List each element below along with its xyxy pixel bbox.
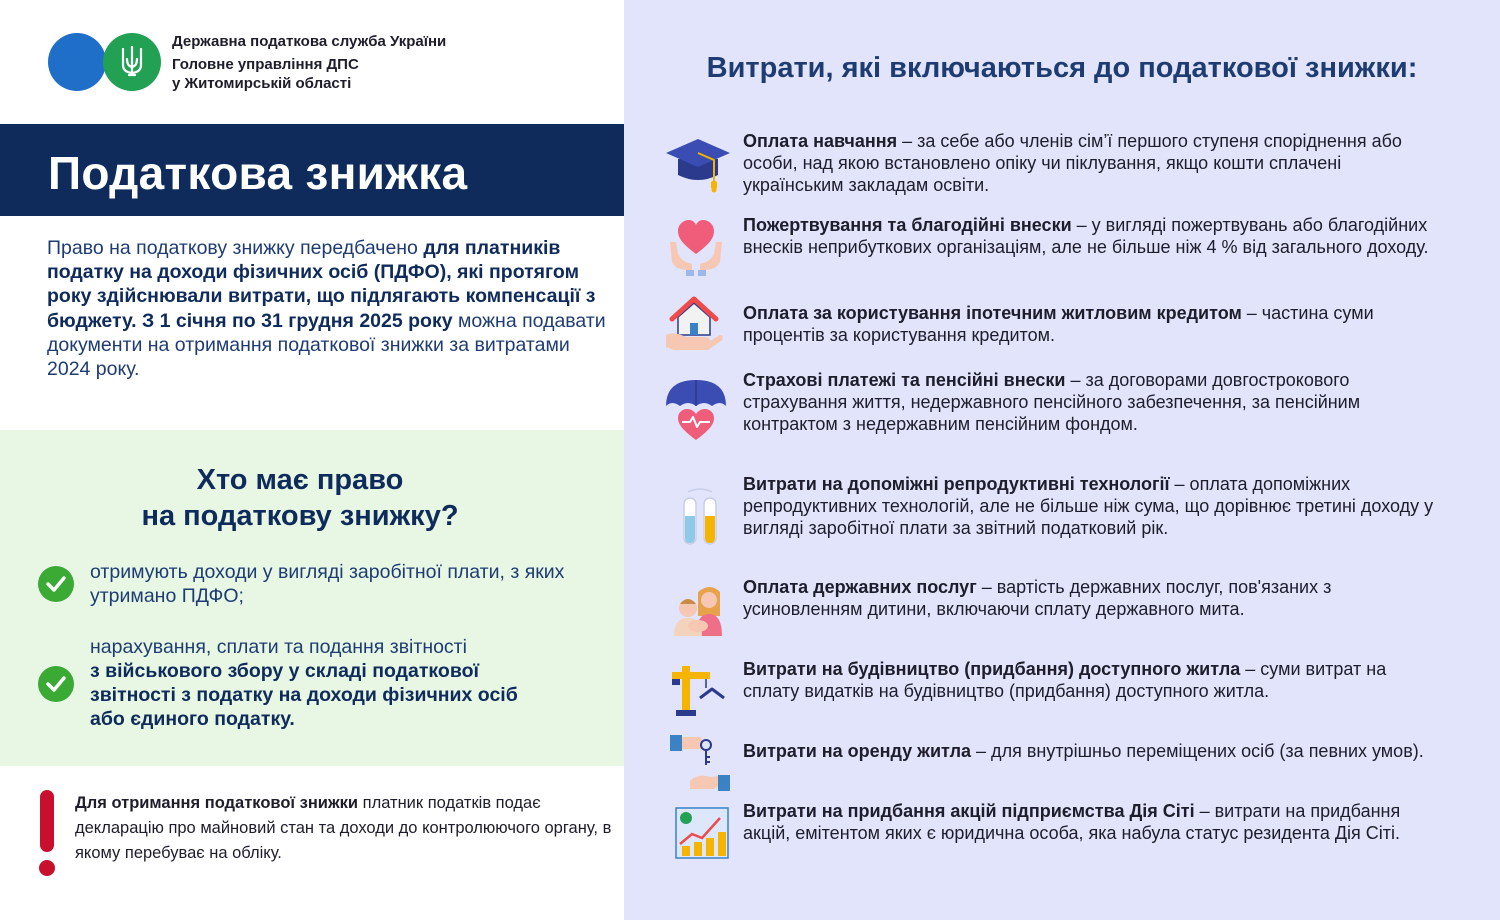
trident-icon <box>119 45 145 79</box>
title-banner <box>0 124 624 216</box>
expense-item <box>743 577 1443 621</box>
expense-item-title: Оплата навчання <box>743 131 898 151</box>
org-line-1: Державна податкова служба України <box>172 33 447 50</box>
check-icon <box>38 566 74 602</box>
expense-item-title: Оплата за користування іпотечним житловим кредитом <box>743 303 1242 323</box>
expense-item-title: Оплата державних послуг <box>743 577 977 597</box>
construction-crane-icon <box>670 662 728 718</box>
expense-item <box>743 801 1443 845</box>
test-tubes-icon <box>678 486 722 548</box>
graduation-cap-icon <box>664 133 732 195</box>
mother-child-icon <box>670 582 726 638</box>
expense-item <box>743 474 1443 539</box>
expense-item-title: Витрати на допоміжні репродуктивні технології <box>743 474 1170 494</box>
org-line-2: Головне управління ДПС <box>172 56 359 73</box>
organization-name <box>172 32 446 93</box>
logo-green-circle <box>103 33 161 91</box>
eligibility-item-2-bold: з військового збору у складі податкової звітності з податку на доходи фізичних осіб або єдиного податку. <box>90 660 518 730</box>
eligibility-title <box>0 462 600 534</box>
expense-item <box>743 131 1443 196</box>
eligibility-title-line-1: Хто має право <box>196 464 404 496</box>
expense-item-text: – вартість державних послуг, пов'язаних з усиновленням дитини, включаючи сплату державного мита. <box>743 577 1332 619</box>
eligibility-section <box>0 430 624 766</box>
expense-item-text: – для внутрішньо переміщених осіб (за певних умов). <box>971 741 1424 761</box>
intro-text-2: можна подавати документи на отримання податкової знижки за витратами 2024 року. <box>47 309 606 381</box>
growth-chart-coins-icon <box>674 804 730 860</box>
expenses-title: Витрати, які включаються до податкової знижки: <box>706 52 1418 84</box>
expense-item-text: – у вигляді пожертвувань або благодійних внесків неприбуткових організаціям, але не більше ніж 4 % від загального доходу. <box>743 215 1429 257</box>
expense-item-title: Витрати на оренду житла <box>743 741 972 761</box>
expense-item-title: Витрати на придбання акцій підприємства Дія Сіті <box>743 801 1195 821</box>
check-icon <box>38 666 74 702</box>
expense-item-title: Пожертвування та благодійні внески <box>743 215 1072 235</box>
eligibility-item-2-text: нарахування, сплати та подання звітності <box>90 636 467 658</box>
expense-item <box>743 659 1443 703</box>
key-handover-icon <box>668 731 732 793</box>
note-bold: Для отримання податкової знижки <box>75 794 359 812</box>
dps-logo <box>48 33 161 91</box>
expense-item <box>743 370 1443 435</box>
intro-text-bold: для платників податку на доходи фізичних осіб (ПДФО), які протягом року здійснювали витрати, що підлягають компенсації з бюджету. З 1 січня по 31 грудня 2025 року <box>47 237 596 332</box>
expense-item <box>743 741 1443 763</box>
intro-text-1: Право на податкову знижку передбачено <box>47 237 424 259</box>
eligibility-item-2 <box>90 635 550 731</box>
expense-item <box>743 215 1443 259</box>
note-text: платник податків подає декларацію про майновий стан та доходи до контролюючого органу, в якому перебуває на обліку. <box>75 794 612 862</box>
expense-item <box>743 303 1443 347</box>
expense-item-title: Витрати на будівництво (придбання) доступного житла <box>743 659 1241 679</box>
expense-item-text: – суми витрат на сплату видатків на будівництво (придбання) доступного житла. <box>743 659 1387 701</box>
umbrella-heart-icon <box>664 376 728 444</box>
expense-item-text: – частина суми процентів за користування кредитом. <box>743 303 1374 345</box>
eligibility-item-1: отримують доходи у вигляді заробітної плати, з яких утримано ПДФО; <box>90 561 565 607</box>
expenses-panel <box>624 0 1500 920</box>
expense-item-text: – оплата допоміжних репродуктивних технологій, але не більше ніж сума, що дорівнює третині доходу у вигляді заробітної плати за звітний податковий рік. <box>743 474 1434 538</box>
page-title: Податкова знижка <box>48 147 468 199</box>
left-panel <box>0 0 624 920</box>
eligibility-title-line-2: на податкову знижку? <box>141 500 459 532</box>
logo-blue-circle <box>48 33 106 91</box>
exclamation-icon <box>38 790 56 876</box>
expense-item-title: Страхові платежі та пенсійні внески <box>743 370 1066 390</box>
expense-item-text: – витрати на придбання акцій, емітентом яких є юридична особа, яка набула статус резидента Дія Сіті. <box>743 801 1401 843</box>
org-line-3: у Житомирській області <box>172 75 352 92</box>
declaration-note <box>75 791 620 866</box>
house-in-hand-icon <box>664 295 726 353</box>
expense-item-text: – за себе або членів сім’ї першого ступеня споріднення або особи, над якою встановлено опіку чи піклування, якщо кошти сплачені українським закладам освіти. <box>743 131 1402 195</box>
expense-item-text: – за договорами довгострокового страхування життя, недержавного пенсійного забезпечення, за пенсійним контрактом з недержавним пенсійним фондом. <box>743 370 1361 434</box>
intro-paragraph <box>47 236 607 381</box>
heart-in-hands-icon <box>666 212 726 278</box>
